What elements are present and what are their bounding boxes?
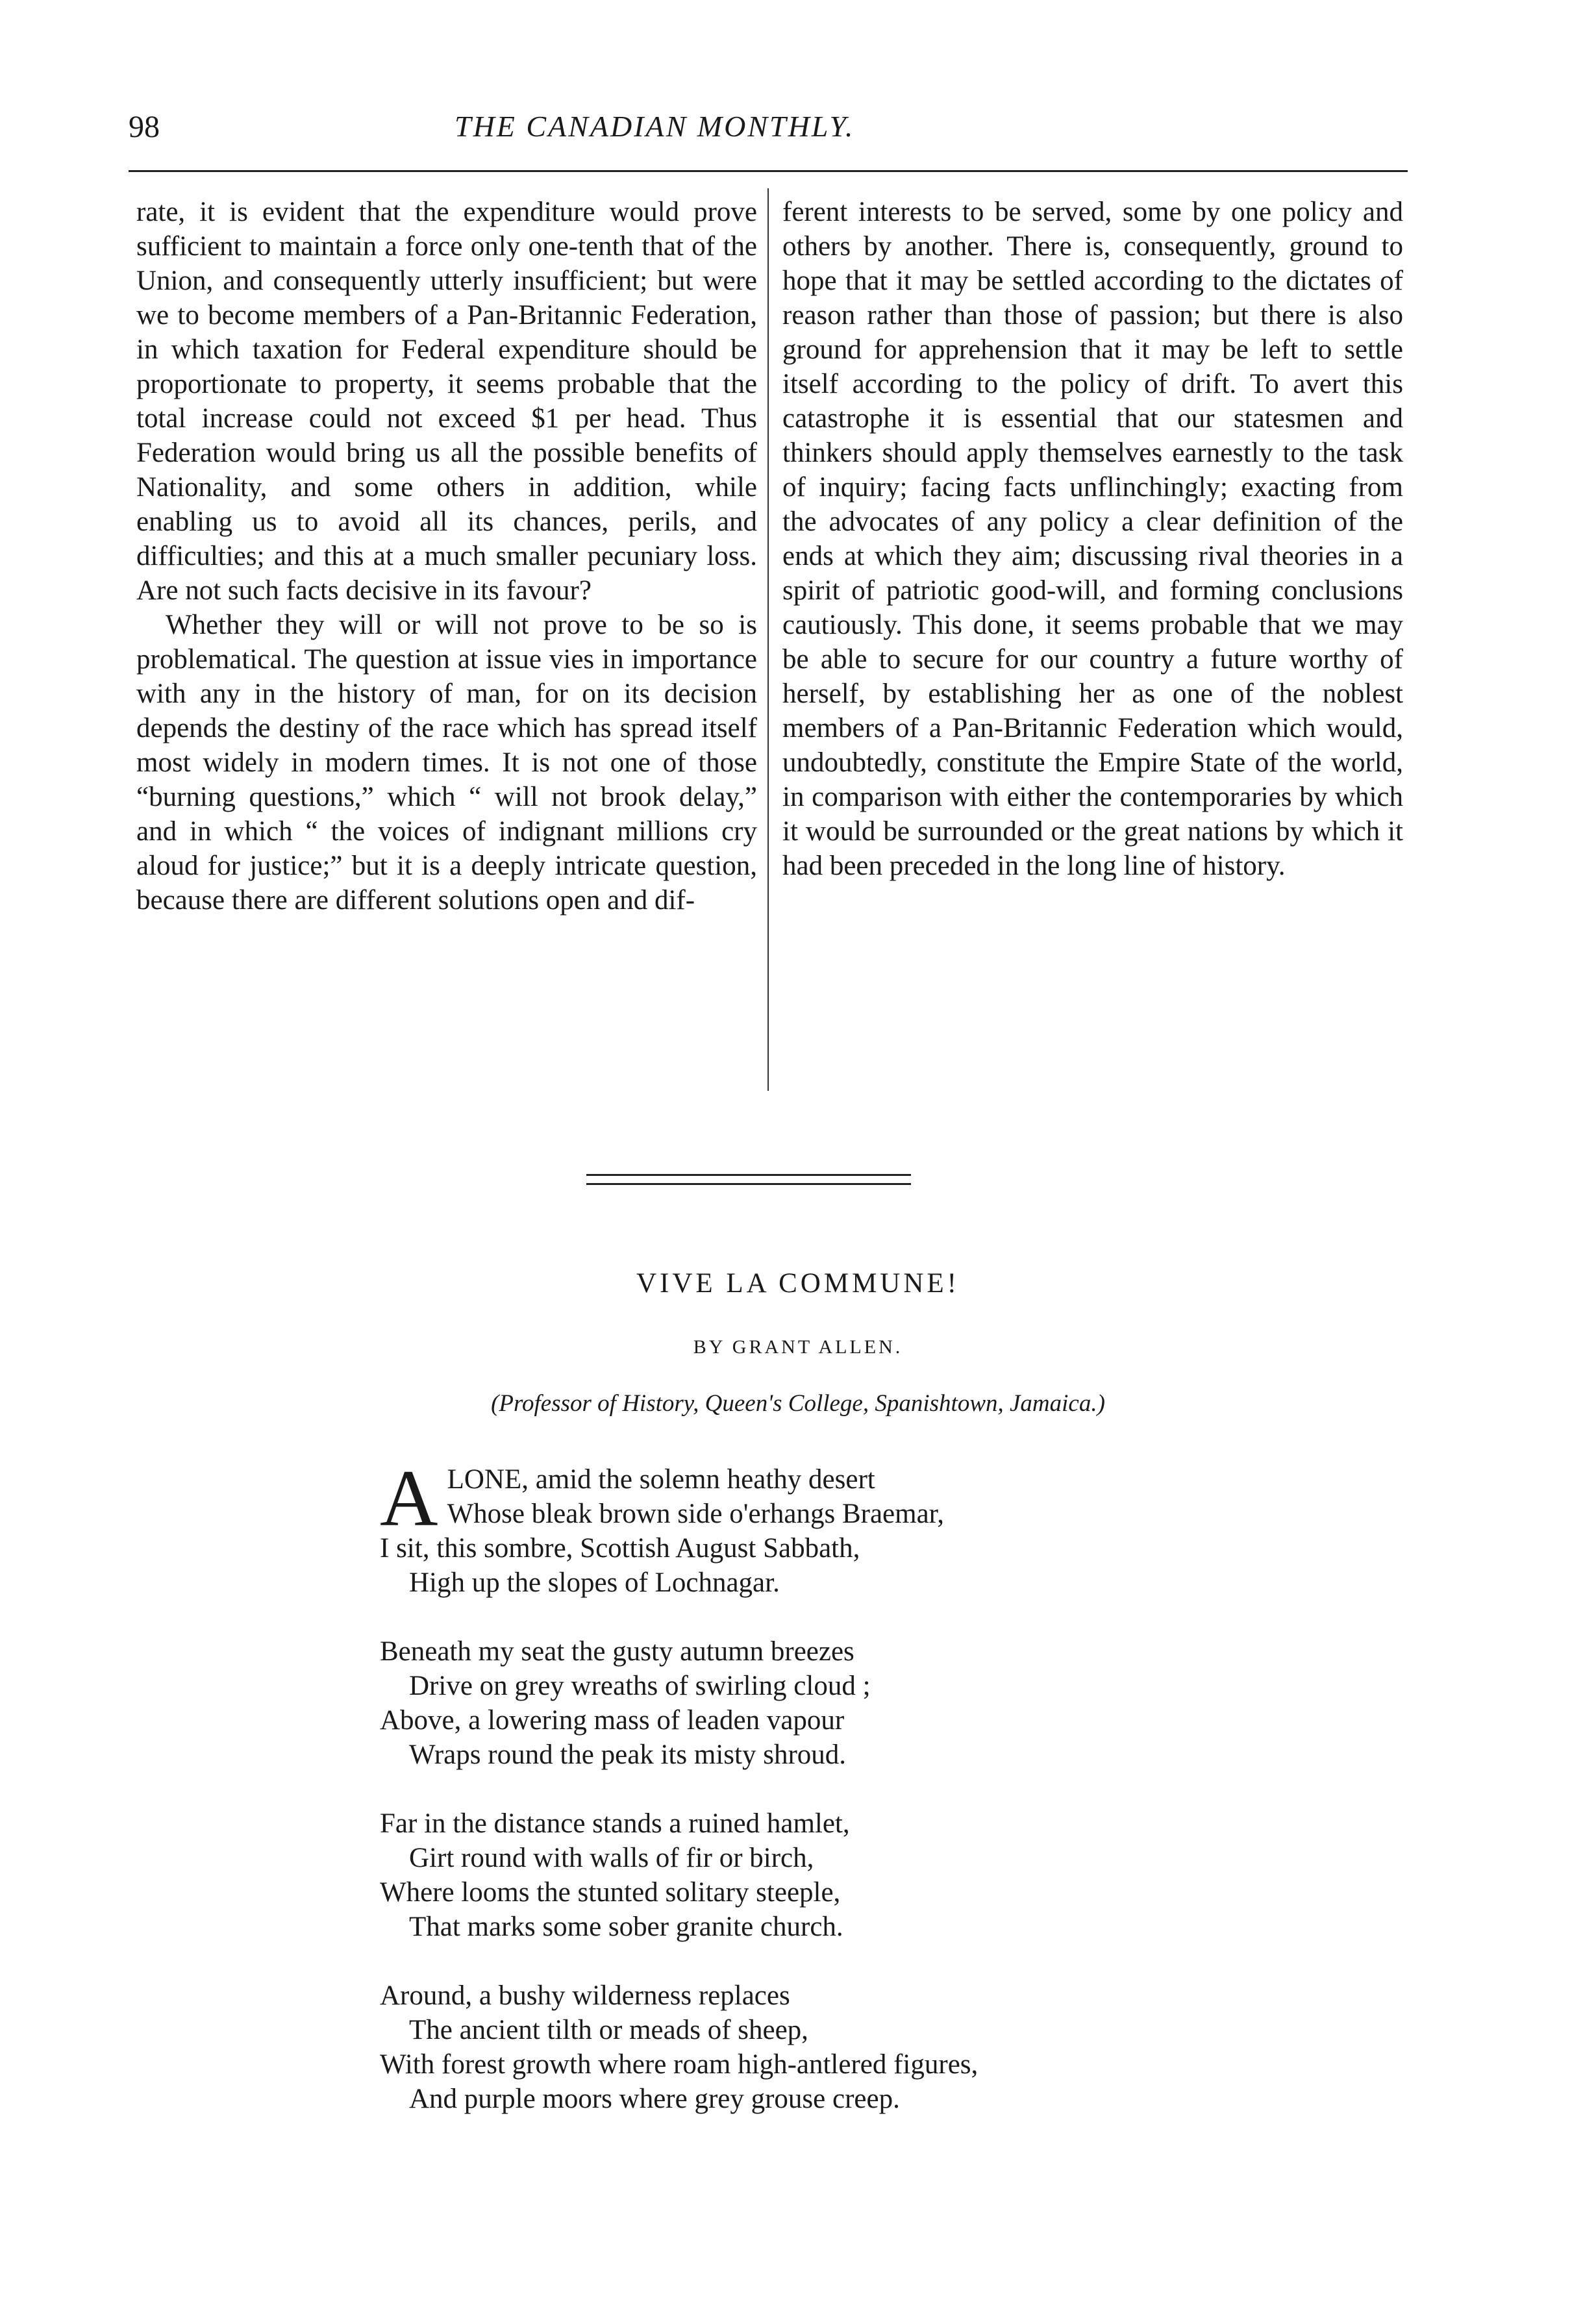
poem-line: LONE, amid the solemn heathy desert	[447, 1464, 875, 1495]
poem-line: Beneath my seat the gusty autumn breezes	[380, 1636, 854, 1667]
column-divider	[767, 188, 769, 1091]
poem-title: VIVE LA COMMUNE!	[636, 1268, 960, 1299]
poem-line: High up the slopes of Lochnagar.	[409, 1567, 780, 1598]
stanza	[380, 1978, 1289, 2116]
poem-line: Whose bleak brown side o'erhangs Braemar,	[447, 1499, 944, 1529]
poem-line: Far in the distance stands a ruined hamlet,	[380, 1808, 850, 1839]
section-separator	[586, 1174, 911, 1176]
paragraph: ferent interests to be served, some by one policy and others by another. There is, consequently, ground to hope that it may be settled according to the dictates of reason rather than those of passion; but there is also ground for apprehension that it may be left to settle itself according to the policy of drift. To avert this catastrophe it is essential that our statesmen and thinkers should apply themselves earnestly to the task of inquiry; facing facts unflinchingly; exacting from the advocates of any policy a clear definition of the ends at which they aim; discussing rival theories in a spirit of patriotic good-will, and forming conclusions cautiously. This done, it seems probable that we may be able to secure for our country a future worthy of herself, by establishing her as one of the noblest members of a Pan-Britannic Federation which would, undoubtedly, constitute the Empire State of the world, in comparison with either the contemporaries by which it would be surrounded or the great nations by which it had been preceded in the long line of history.	[782, 197, 1403, 881]
drop-cap: A	[380, 1454, 438, 1543]
section-separator	[586, 1183, 911, 1185]
poem-line: Girt round with walls of fir or birch,	[409, 1843, 814, 1873]
poem-line: Where looms the stunted solitary steeple,	[380, 1877, 841, 1908]
left-column	[136, 195, 757, 917]
poem-byline: BY GRANT ALLEN.	[693, 1336, 903, 1358]
page-number: 98	[129, 110, 160, 144]
poem-line: With forest growth where roam high-antlered figures,	[380, 2049, 979, 2080]
stanza	[380, 1454, 1289, 1600]
paragraph: rate, it is evident that the expenditure would prove sufficient to maintain a force only one-tenth that of the Union, and consequently utterly insufficient; but were we to become members of a Pan-Britannic Federation, in which taxation for Federal expenditure should be proportionate to property, it seems probable that the total increase could not exceed $1 per head. Thus Federation would bring us all the possible benefits of Nationality, and some others in addition, while enabling us to avoid all its chances, perils, and difficulties; and this at a much smaller pecuniary loss. Are not such facts decisive in its favour?	[136, 197, 757, 606]
poem-line: Above, a lowering mass of leaden vapour	[380, 1705, 845, 1736]
poem-body	[380, 1454, 1289, 2151]
poem-line: Around, a bushy wilderness replaces	[380, 1980, 790, 2011]
poem-line: Drive on grey wreaths of swirling cloud ;	[409, 1671, 871, 1701]
poem-line: And purple moors where grey grouse creep.	[409, 2084, 900, 2114]
stanza	[380, 1634, 1289, 1772]
header-rule	[129, 170, 1408, 172]
poem-line: The ancient tilth or meads of sheep,	[409, 2015, 808, 2045]
poem-line: I sit, this sombre, Scottish August Sabbath,	[380, 1533, 860, 1564]
poem-affiliation: (Professor of History, Queen's College, Spanishtown, Jamaica.)	[491, 1390, 1105, 1417]
paragraph: Whether they will or will not prove to be so is problematical. The question at issue vies in importance with any in the history of man, for on its decision depends the destiny of the race which has spread itself most widely in modern times. It is not one of those “burning questions,” which “ will not brook delay,” and in which “ the voices of indignant millions cry aloud for justice;” but it is a deeply intricate question, because there are different solutions open and dif-	[136, 610, 757, 916]
running-title: THE CANADIAN MONTHLY.	[455, 110, 855, 143]
poem-line: Wraps round the peak its misty shroud.	[409, 1740, 847, 1770]
poem-line: That marks some sober granite church.	[409, 1912, 843, 1942]
right-column	[782, 195, 1403, 883]
stanza	[380, 1806, 1289, 1944]
